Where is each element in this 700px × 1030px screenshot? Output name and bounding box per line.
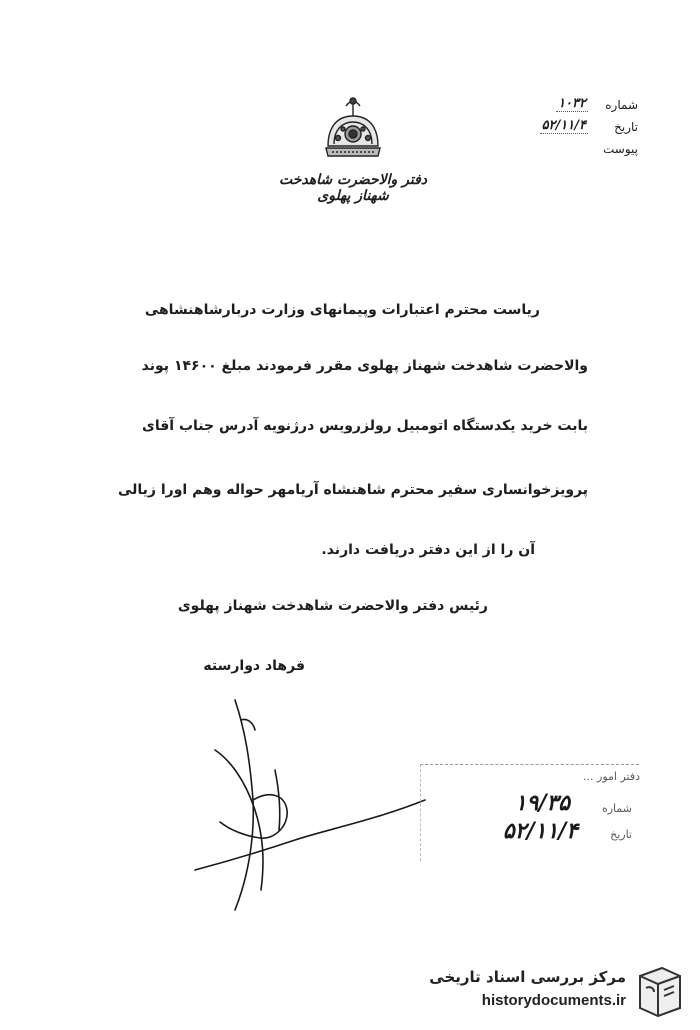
- signer-title: رئیس دفتر والاحضرت شاهدخت شهناز پهلوی: [177, 598, 488, 614]
- body-line-1: ریاست محترم اعتبارات وپیمانهای وزارت دربارشاهنشاهی: [144, 302, 540, 318]
- crown-emblem-icon: [318, 96, 388, 160]
- attachment-label: پیوست: [603, 142, 638, 156]
- stamp-date-value: ۵۲/۱۱/۴: [502, 818, 578, 844]
- body-line-2: والاحضرت شاهدخت شهناز پهلوی مقرر فرمودند مبلغ ۱۴۶۰۰ پوند: [141, 358, 588, 374]
- number-label: شماره: [605, 98, 638, 112]
- watermark-title: مرکز بررسی اسناد تاریخی: [429, 968, 626, 986]
- watermark-url: historydocuments.ir: [481, 992, 626, 1009]
- stamp-number-value: ۱۹/۳۵: [514, 790, 570, 816]
- signer-name: فرهاد دوارسته: [203, 658, 305, 674]
- archive-logo-icon: [632, 964, 688, 1020]
- received-stamp: [420, 770, 640, 870]
- stamp-date-label: تاریخ: [610, 828, 632, 841]
- stamp-header: دفتر امور ...: [583, 770, 640, 783]
- body-line-4: پرویزخوانساری سفیر محترم شاهنشاه آریامهر حواله وهم اورا زیالی: [117, 482, 588, 498]
- handwritten-signature: [175, 690, 435, 920]
- watermark: [400, 962, 690, 1022]
- body-line-3: بابت خرید یکدستگاه اتومبیل رولزرویس درژنویه آدرس جناب آقای: [142, 418, 588, 434]
- stamp-number-label: شماره: [601, 802, 632, 815]
- body-line-5: آن را از این دفتر دریافت دارند.: [321, 542, 535, 558]
- date-value: ۵۲/۱۱/۴: [541, 118, 586, 133]
- reference-block: [518, 98, 638, 164]
- office-name: دفتر والاحضرت شاهدخت شهناز پهلوی: [278, 172, 428, 204]
- date-label: تاریخ: [614, 120, 638, 134]
- number-value: ۱۰۳۲: [558, 96, 586, 111]
